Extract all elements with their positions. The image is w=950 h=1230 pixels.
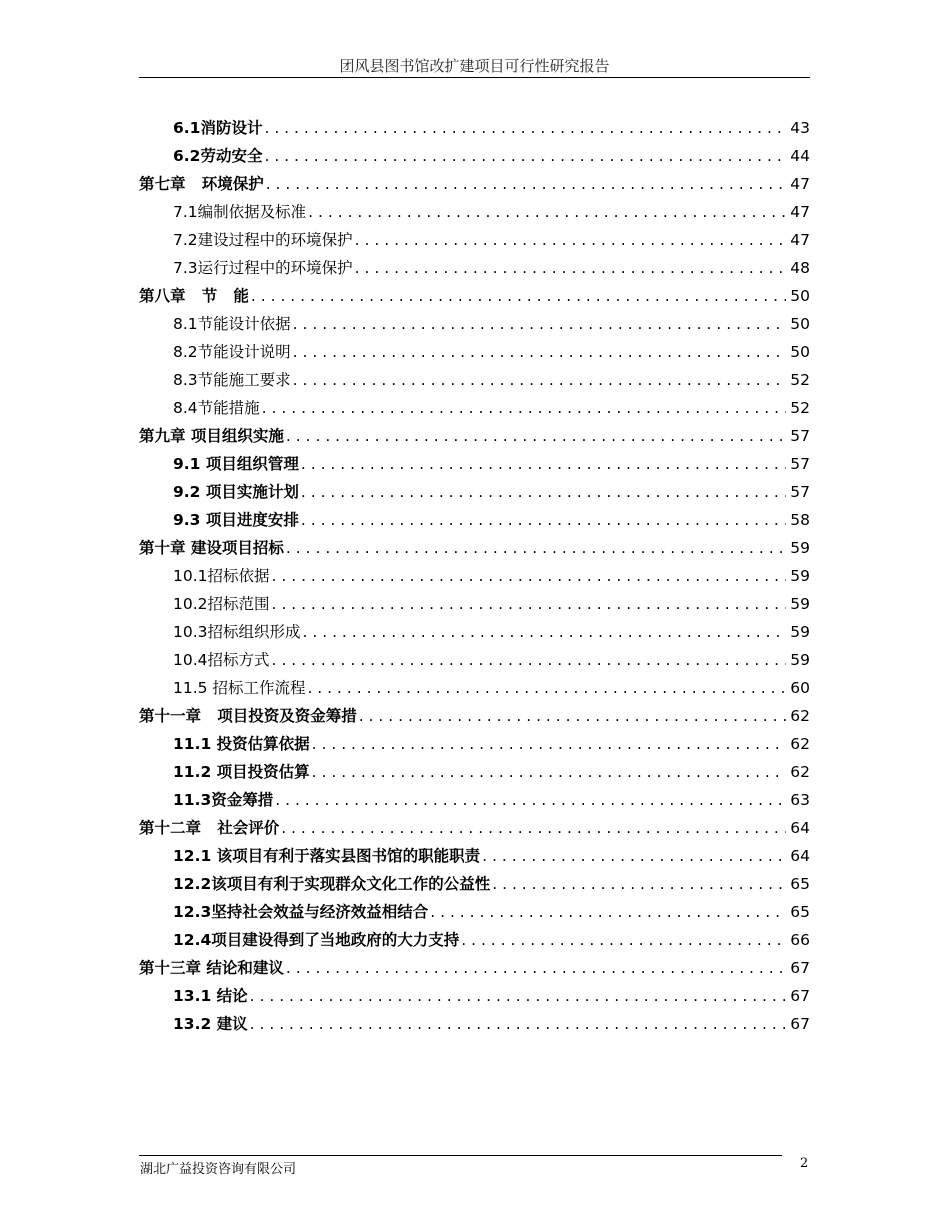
toc-dot-leader <box>293 338 787 366</box>
toc-dot-leader <box>251 282 786 310</box>
toc-entry-title: 7.1编制依据及标准 <box>173 203 307 221</box>
toc-entry[interactable] <box>139 310 810 338</box>
toc-entry-page: 65 <box>790 903 810 921</box>
toc-entry-page: 62 <box>790 707 810 725</box>
toc-entry[interactable] <box>139 338 810 366</box>
toc-entry[interactable] <box>139 366 810 394</box>
toc-entry-page: 48 <box>790 259 810 277</box>
toc-dot-leader <box>312 730 787 758</box>
toc-entry-title: 第十三章 结论和建议 <box>139 959 284 977</box>
toc-entry-page: 43 <box>790 119 810 137</box>
toc-entry[interactable] <box>139 394 810 422</box>
toc-entry-title: 7.2建设过程中的环境保护 <box>173 231 353 249</box>
toc-dot-leader <box>482 842 786 870</box>
toc-entry[interactable] <box>139 282 810 310</box>
toc-dot-leader <box>308 198 786 226</box>
toc-entry-title: 8.4节能措施 <box>173 399 260 417</box>
toc-entry-page: 50 <box>790 287 810 305</box>
toc-entry-page: 47 <box>790 231 810 249</box>
toc-dot-leader <box>272 590 787 618</box>
toc-dot-leader <box>430 898 786 926</box>
toc-dot-leader <box>312 758 787 786</box>
toc-dot-leader <box>264 142 786 170</box>
toc-entry[interactable] <box>139 618 810 646</box>
toc-entry-page: 67 <box>790 987 810 1005</box>
toc-dot-leader <box>264 114 786 142</box>
toc-entry-title: 13.1 结论 <box>173 987 248 1005</box>
toc-dot-leader <box>293 366 787 394</box>
footer-rule <box>139 1155 782 1156</box>
toc-dot-leader <box>301 478 786 506</box>
toc-entry-title: 13.2 建议 <box>173 1015 248 1033</box>
toc-entry-page: 59 <box>790 567 810 585</box>
toc-entry-page: 59 <box>790 623 810 641</box>
toc-entry[interactable] <box>139 226 810 254</box>
toc-entry-page: 64 <box>790 819 810 837</box>
toc-entry[interactable] <box>139 954 810 982</box>
toc-entry-title: 9.1 项目组织管理 <box>173 455 299 473</box>
toc-entry-title: 第九章 项目组织实施 <box>139 427 284 445</box>
toc-dot-leader <box>266 170 787 198</box>
toc-entry-page: 57 <box>790 455 810 473</box>
toc-dot-leader <box>303 618 787 646</box>
toc-entry-title: 11.1 投资估算依据 <box>173 735 310 753</box>
toc-entry-page: 52 <box>790 399 810 417</box>
toc-entry-page: 58 <box>790 511 810 529</box>
toc-entry-title: 第八章 节 能 <box>139 287 249 305</box>
toc-entry[interactable] <box>139 562 810 590</box>
toc-entry-page: 57 <box>790 483 810 501</box>
toc-entry-page: 59 <box>790 539 810 557</box>
header-rule <box>139 77 810 78</box>
toc-dot-leader <box>250 982 787 1010</box>
toc-entry-page: 64 <box>790 847 810 865</box>
toc-entry-title: 10.3招标组织形成 <box>173 623 301 641</box>
toc-dot-leader <box>293 310 787 338</box>
toc-entry-page: 66 <box>790 931 810 949</box>
toc-entry-title: 11.5 招标工作流程 <box>173 679 306 697</box>
toc-entry[interactable] <box>139 702 810 730</box>
toc-entry-title: 6.2劳动安全 <box>173 147 263 165</box>
toc-entry[interactable] <box>139 646 810 674</box>
toc-dot-leader <box>461 926 786 954</box>
toc-entry-page: 47 <box>790 203 810 221</box>
toc-entry-title: 8.2节能设计说明 <box>173 343 291 361</box>
toc-entry-title: 9.2 项目实施计划 <box>173 483 299 501</box>
toc-entry[interactable] <box>139 926 810 954</box>
toc-entry[interactable] <box>139 842 810 870</box>
toc-entry-title: 10.1招标依据 <box>173 567 270 585</box>
toc-entry[interactable] <box>139 786 810 814</box>
toc-entry-page: 65 <box>790 875 810 893</box>
toc-entry-page: 67 <box>790 959 810 977</box>
toc-entry[interactable] <box>139 450 810 478</box>
toc-entry[interactable] <box>139 982 810 1010</box>
table-of-contents <box>139 114 810 1038</box>
toc-dot-leader <box>272 646 787 674</box>
toc-dot-leader <box>492 870 786 898</box>
toc-dot-leader <box>286 534 786 562</box>
toc-entry-title: 8.1节能设计依据 <box>173 315 291 333</box>
toc-dot-leader <box>359 702 787 730</box>
toc-entry[interactable] <box>139 478 810 506</box>
toc-entry-title: 12.3坚持社会效益与经济效益相结合 <box>173 903 429 921</box>
toc-entry-title: 10.4招标方式 <box>173 651 270 669</box>
toc-entry-page: 59 <box>790 651 810 669</box>
toc-entry-page: 50 <box>790 343 810 361</box>
toc-entry[interactable] <box>139 142 810 170</box>
toc-entry-page: 63 <box>790 791 810 809</box>
toc-entry-title: 第十二章 社会评价 <box>139 819 280 837</box>
toc-entry-page: 67 <box>790 1015 810 1033</box>
toc-entry[interactable] <box>139 814 810 842</box>
toc-entry-title: 12.4项目建设得到了当地政府的大力支持 <box>173 931 460 949</box>
toc-dot-leader <box>286 954 786 982</box>
toc-entry[interactable] <box>139 590 810 618</box>
toc-entry-title: 第七章 环境保护 <box>139 175 264 193</box>
toc-entry-title: 第十一章 项目投资及资金筹措 <box>139 707 357 725</box>
toc-entry-title: 第十章 建设项目招标 <box>139 539 284 557</box>
toc-entry-page: 59 <box>790 595 810 613</box>
toc-dot-leader <box>307 674 786 702</box>
toc-dot-leader <box>281 814 786 842</box>
toc-dot-leader <box>286 422 786 450</box>
toc-entry[interactable] <box>139 870 810 898</box>
toc-entry-page: 47 <box>790 175 810 193</box>
toc-entry[interactable] <box>139 506 810 534</box>
footer-page-number: 2 <box>800 1156 809 1171</box>
toc-entry[interactable] <box>139 534 810 562</box>
toc-entry-page: 50 <box>790 315 810 333</box>
toc-entry[interactable] <box>139 898 810 926</box>
toc-entry[interactable] <box>139 170 810 198</box>
toc-entry[interactable] <box>139 1010 810 1038</box>
toc-dot-leader <box>250 1010 787 1038</box>
toc-entry-title: 7.3运行过程中的环境保护 <box>173 259 353 277</box>
toc-entry-title: 12.2该项目有利于实现群众文化工作的公益性 <box>173 875 491 893</box>
footer-company: 湖北广益投资咨询有限公司 <box>140 1162 297 1177</box>
toc-dot-leader <box>272 562 787 590</box>
toc-entry-title: 6.1消防设计 <box>173 119 263 137</box>
toc-dot-leader <box>355 226 787 254</box>
toc-dot-leader <box>275 786 786 814</box>
toc-entry[interactable] <box>139 254 810 282</box>
toc-dot-leader <box>301 450 786 478</box>
toc-entry[interactable] <box>139 758 810 786</box>
toc-entry-page: 57 <box>790 427 810 445</box>
toc-entry[interactable] <box>139 422 810 450</box>
toc-entry-page: 62 <box>790 735 810 753</box>
toc-entry-title: 11.2 项目投资估算 <box>173 763 310 781</box>
toc-entry-page: 52 <box>790 371 810 389</box>
toc-dot-leader <box>355 254 787 282</box>
toc-dot-leader <box>301 506 786 534</box>
toc-entry-title: 8.3节能施工要求 <box>173 371 291 389</box>
toc-dot-leader <box>262 394 787 422</box>
toc-entry-page: 62 <box>790 763 810 781</box>
toc-entry-title: 10.2招标范围 <box>173 595 270 613</box>
toc-entry[interactable] <box>139 114 810 142</box>
toc-entry-title: 11.3资金筹措 <box>173 791 274 809</box>
toc-entry[interactable] <box>139 730 810 758</box>
page-header-title: 团风县图书馆改扩建项目可行性研究报告 <box>339 57 610 75</box>
toc-entry[interactable] <box>139 674 810 702</box>
toc-entry-title: 9.3 项目进度安排 <box>173 511 299 529</box>
toc-entry[interactable] <box>139 198 810 226</box>
toc-entry-page: 44 <box>790 147 810 165</box>
toc-entry-page: 60 <box>790 679 810 697</box>
toc-entry-title: 12.1 该项目有利于落实县图书馆的职能职责 <box>173 847 481 865</box>
